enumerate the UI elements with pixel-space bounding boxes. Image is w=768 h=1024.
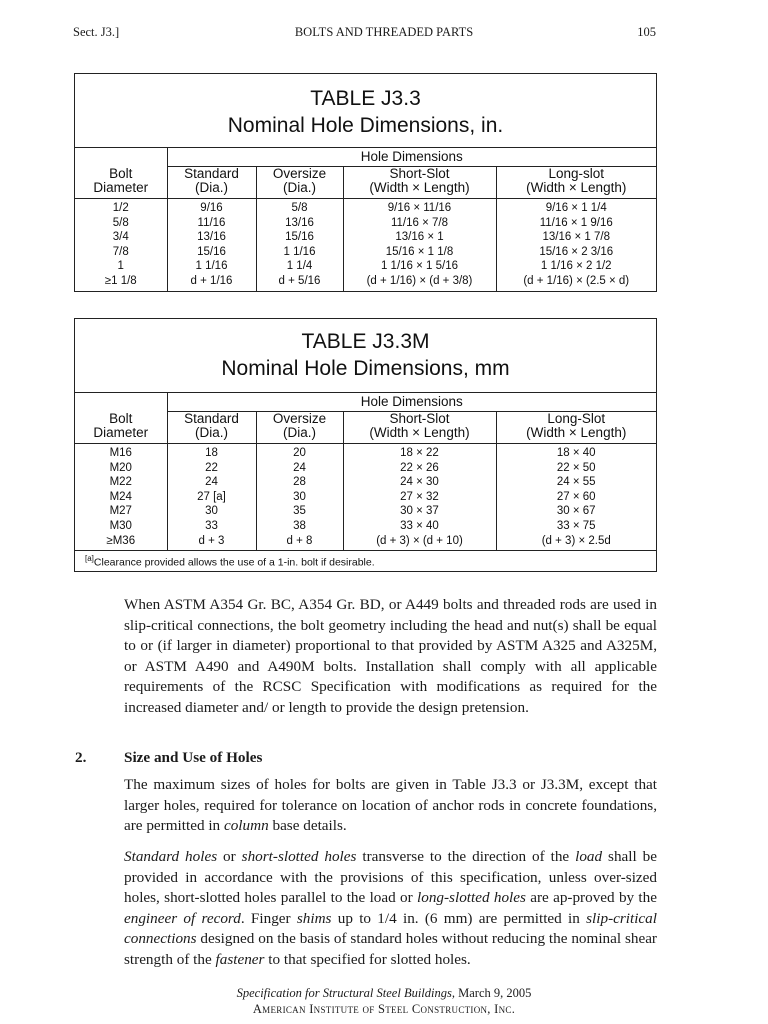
- table-row: [75, 259, 656, 274]
- table-cell: M27: [109, 505, 132, 518]
- table-cell: 22: [167, 461, 256, 476]
- table-row: [75, 519, 656, 534]
- table-number: TABLE J3.3: [310, 87, 421, 110]
- table-title: [75, 319, 656, 393]
- table-caption: Nominal Hole Dimensions, in.: [227, 114, 504, 137]
- table-cell: M16: [109, 447, 132, 459]
- col-standard: Standard (Dia.): [167, 167, 256, 199]
- col-long-slot: Long-Slot (Width × Length): [496, 412, 656, 444]
- table-cell: (d + 3) × (d + 10): [343, 534, 496, 551]
- table-row: [75, 444, 656, 461]
- table-cell: (d + 3) × 2.5d: [496, 534, 656, 551]
- table-cell: 15/16: [256, 230, 343, 245]
- table-cell: (d + 1/16) × (d + 3/8): [343, 274, 496, 291]
- table-cell: 22 × 26: [343, 461, 496, 476]
- table-cell: 1 1/16 × 2 1/2: [496, 259, 656, 274]
- table-cell: 38: [256, 519, 343, 534]
- table-cell: 18 × 40: [496, 444, 656, 461]
- table-cell: 9/16 × 1 1/4: [496, 199, 656, 216]
- page-footer: [0, 985, 768, 1017]
- table-cell: 24 × 30: [343, 475, 496, 490]
- footer-spec-line: Specification for Structural Steel Buildings, March 9, 2005: [236, 986, 532, 1000]
- table-cell: 27 × 32: [343, 490, 496, 505]
- table-row: [75, 216, 656, 231]
- table-cell: 30: [256, 490, 343, 505]
- hole-dimensions-mm-table: [75, 393, 656, 571]
- table-cell: 11/16 × 7/8: [343, 216, 496, 231]
- col-long-slot: Long-slot (Width × Length): [496, 167, 656, 199]
- footer-publisher: American Institute of Steel Construction, Inc.: [252, 1002, 516, 1016]
- table-cell: 33: [167, 519, 256, 534]
- group-header: Hole Dimensions: [167, 393, 656, 412]
- table-row: [75, 245, 656, 260]
- table-cell: M22: [109, 476, 132, 489]
- table-cell: 33 × 40: [343, 519, 496, 534]
- table-cell: 15/16 × 1 1/8: [343, 245, 496, 260]
- table-cell: (d + 1/16) × (2.5 × d): [496, 274, 656, 291]
- table-cell: 18: [167, 444, 256, 461]
- table-row: [75, 475, 656, 490]
- table-cell: 30 × 37: [343, 504, 496, 519]
- col-short-slot: Short-Slot (Width × Length): [343, 167, 496, 199]
- table-caption: Nominal Hole Dimensions, mm: [221, 357, 510, 380]
- table-cell: 15/16: [167, 245, 256, 260]
- table-cell: 24: [167, 475, 256, 490]
- table-cell: 30 × 67: [496, 504, 656, 519]
- table-cell: 5/8: [256, 199, 343, 216]
- table-cell: 13/16 × 1: [343, 230, 496, 245]
- table-cell: ≥M36: [106, 534, 136, 547]
- table-cell: 9/16 × 11/16: [343, 199, 496, 216]
- table-number: TABLE J3.3M: [301, 330, 430, 353]
- table-cell: 9/16: [167, 199, 256, 216]
- section-number: 2.: [75, 749, 87, 766]
- hole-dimensions-in-table: [75, 148, 656, 291]
- col-standard: Standard (Dia.): [167, 412, 256, 444]
- table-cell: 24: [256, 461, 343, 476]
- table-cell: 28: [256, 475, 343, 490]
- table-cell: 13/16: [167, 230, 256, 245]
- col-bolt-diameter: Bolt Diameter: [93, 410, 149, 440]
- table-row: [75, 534, 656, 551]
- table-cell: M24: [109, 490, 132, 503]
- table-cell: 13/16: [256, 216, 343, 231]
- table-cell: 1: [117, 260, 124, 273]
- table-cell: 15/16 × 2 3/16: [496, 245, 656, 260]
- table-cell: 1 1/16: [256, 245, 343, 260]
- table-row: [75, 230, 656, 245]
- table-cell: 7/8: [112, 245, 129, 258]
- table-cell: 20: [256, 444, 343, 461]
- table-cell: 3/4: [112, 231, 129, 244]
- group-header: Hole Dimensions: [167, 148, 656, 167]
- table-cell: M30: [109, 519, 132, 532]
- table-cell: 22 × 50: [496, 461, 656, 476]
- col-bolt-diameter: Bolt Diameter: [93, 165, 149, 195]
- paragraph-bolt-geometry: When ASTM A354 Gr. BC, A354 Gr. BD, or A449 bolts and threaded rods are used in slip-critical connections, the bolt geometry including the head and nut(s) shall be equal to or (if larger in diameter) proportional to that provided by ASTM A325 and A325M, or ASTM A490 and A490M bolts. Installation shall comply with all applicable requirements of the RCSC Specification with modifications as required for the increased diameter and/ or length to provide the design pretension.: [124, 596, 657, 716]
- table-cell: M20: [109, 461, 132, 474]
- table-row: [75, 490, 656, 505]
- table-cell: 27 × 60: [496, 490, 656, 505]
- table-cell: 11/16 × 1 9/16: [496, 216, 656, 231]
- page-number: 105: [637, 25, 656, 39]
- table-footnote: [a]Clearance provided allows the use of a 1-in. bolt if desirable.: [75, 551, 656, 571]
- running-title: BOLTS AND THREADED PARTS: [294, 25, 474, 39]
- table-cell: 24 × 55: [496, 475, 656, 490]
- table-cell: 13/16 × 1 7/8: [496, 230, 656, 245]
- col-oversize: Oversize (Dia.): [256, 167, 343, 199]
- col-short-slot: Short-Slot (Width × Length): [343, 412, 496, 444]
- table-row: [75, 504, 656, 519]
- section-ref: Sect. J3.]: [73, 25, 120, 39]
- table-cell: 1/2: [112, 202, 129, 214]
- table-cell: 11/16: [167, 216, 256, 231]
- col-oversize: Oversize (Dia.): [256, 412, 343, 444]
- table-cell: 27 [a]: [167, 490, 256, 505]
- table-cell: 30: [167, 504, 256, 519]
- section-title: Size and Use of Holes: [124, 749, 263, 766]
- table-cell: 1 1/16: [167, 259, 256, 274]
- table-cell: 5/8: [112, 216, 129, 229]
- table-cell: d + 1/16: [167, 274, 256, 291]
- table-cell: 33 × 75: [496, 519, 656, 534]
- table-cell: 35: [256, 504, 343, 519]
- table-row: [75, 274, 656, 291]
- table-cell: ≥1 1/8: [104, 274, 137, 287]
- paragraph-standard-holes: Standard holes or short-slotted holes transverse to the direction of the load shall be provided in accordance with the provisions of this specification, unless over-sized holes, short-slotted holes parallel to the load or long-slotted holes are ap-proved by the engineer of record. Finger shims up to 1/4 in. (6 mm) are permitted in slip-critical connections designed on the basis of standard holes without reducing the nominal shear strength of the fastener to that specified for slotted holes.: [124, 848, 657, 968]
- table-j3-3: [74, 73, 657, 292]
- table-title: [75, 74, 656, 148]
- table-cell: 1 1/4: [256, 259, 343, 274]
- table-cell: d + 3: [167, 534, 256, 551]
- table-cell: 1 1/16 × 1 5/16: [343, 259, 496, 274]
- table-row: [75, 461, 656, 476]
- table-j3-3m: [74, 318, 657, 572]
- paragraph-max-hole-sizes: The maximum sizes of holes for bolts are given in Table J3.3 or J3.3M, except that larger holes, required for tolerance on location of anchor rods in concrete foundations, are permitted in column base details.: [124, 776, 657, 835]
- table-cell: d + 5/16: [256, 274, 343, 291]
- table-row: [75, 199, 656, 216]
- table-cell: 18 × 22: [343, 444, 496, 461]
- table-cell: d + 8: [256, 534, 343, 551]
